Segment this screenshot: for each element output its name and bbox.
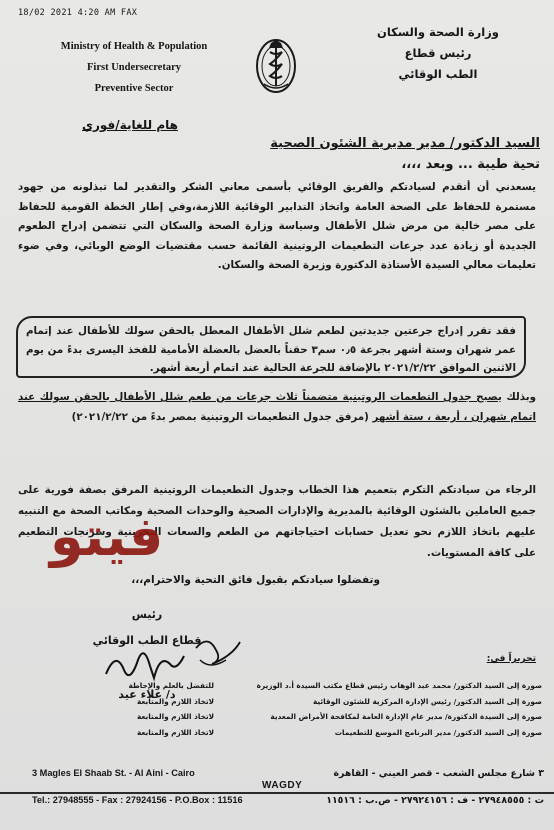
sector-en: Preventive Sector (94, 83, 174, 94)
body-paragraph-3 (18, 387, 536, 427)
ministry-name-en: Ministry of Health & Population (60, 41, 208, 52)
body-paragraph-1: يسعدني أن أتقدم لسيادتكم والفريق الوقائي بأسمى معاني الشكر والتقدير لما تبذلونه من جهود مستمرة للحفاظ على الصحة العامة واتخاذ التدابير الوقائية اللازمة،وفي إطار الخطة القومية للحفاظ على مصر خالية من مرض شلل الأطفال وسياسة وزارة الصحة والسكان التي تتضمن إدراج الطعوم الجديدة أو زيادة عدد جرعات التطعيمات الروتينية القائمة حسب مقتضيات الوضع الوبائي، وفي ضوء تعليمات معالي السيدة الأستاذة الدكتورة وزيرة الصحة والسكان. (18, 181, 536, 271)
paragraph-3-underlined: يصبح جدول التطعمات الروتينية متضمناً ثلاث جرعات من طعم شلل الأطفال بالحقن سولك عند اتمام شهران ، أربعة ، ستة أشهر (18, 391, 536, 423)
urgent-label: هام للغاية/فوري (82, 118, 178, 132)
signer-name: د/ علاء عيد (118, 688, 176, 701)
paragraph-3-lead: وبذلك (501, 391, 536, 403)
cc-row (122, 725, 542, 741)
signer-department: قطاع الطب الوقائي (92, 634, 202, 647)
cc-recipient: صورة إلى السيدة الدكتورة/ مدير عام الإدارة العامة لمكافحة الأمراض المعدية (270, 712, 542, 722)
footer-contact-ar: ت : ٢٧٩٤٨٥٥٥ - ف : ٢٧٩٢٤١٥٦ - ص.ب : ١١٥١٦ (326, 795, 544, 806)
cc-purpose: لاتخاذ اللازم والمتابعة (137, 712, 214, 722)
cc-row (122, 694, 542, 710)
header-ar (338, 22, 538, 85)
addressee: السيد الدكتور/ مدير مديرية الشئون الصحية (270, 136, 540, 151)
footer-en (32, 763, 243, 811)
ministry-name-ar: وزارة الصحة والسكان (377, 25, 499, 39)
fax-header: 18/02 2021 4:20 AM FAX (18, 8, 138, 18)
cc-purpose: للتفضل بالعلم والإحاطة (128, 681, 214, 691)
cc-recipient: صورة إلى السيد الدكتور/ رئيس الإدارة المركزية للشئون الوقائية (312, 696, 542, 706)
cc-list (122, 678, 542, 740)
body-paragraph-4: الرجاء من سيادتكم التكرم بتعميم هذا الخطاب وجدول التطعيمات الروتينية المرفق بصفة فورية على جميع العاملين بالشئون الوقائية بالمديرية والإدارات الصحية والوحدات الصحية ومكاتب الصحة مع التنبيه عليهم باتخاذ اللازم نحو تعديل حسابات احتياجاتهم من الطعم والسعات التخزينية وسرنجات التطعيم على كافة المستويات. (18, 484, 536, 559)
footer-mark: WAGDY (262, 780, 303, 791)
boxed-decision-paragraph: فقد تقرر إدراج جرعتين جديدتين لطعم شلل الأطفال المعطل بالحقن سولك للأطفال عند إتمام عمر شهران وستة أشهر بجرعة ٠٫٥ سم٣ حقناً بالعضل بالعضلة الأمامية للفخذ اليسرى بدءً من يوم الاثنين الموافق ٢٠٢١/٢/٢٢ بالإضافة للجرعة الحالية عند اتمام أربعة أشهر. (16, 316, 526, 378)
sector-name-ar: الطب الوقائي (398, 67, 478, 81)
cc-recipient: صورة إلى السيد الدكتور/ محمد عبد الوهاب رئيس قطاع مكتب السيدة أ.د الوزيرة (256, 681, 542, 691)
cc-purpose: لاتخاذ اللازم والمتابعة (137, 696, 214, 706)
paragraph-3-tail: (مرفق جدول التطعيمات الروتينية بمصر بدءً من ٢٠٢١/٢/٢٢) (71, 411, 373, 423)
undersecretary-en: First Undersecretary (87, 62, 181, 73)
watermark-logo: فيتو (50, 505, 164, 568)
footer-contact-en: Tel.: 27948555 - Fax : 27924156 - P.O.Box : 11516 (32, 795, 243, 805)
footer-ar (326, 763, 544, 811)
sector-head-ar: رئيس قطاع (404, 46, 472, 60)
closing-line: وتفضلوا سيادتكم بقبول فائق التحية والاحترام،،، (131, 574, 380, 586)
greeting: تحية طيبة ... وبعد ،،،، (401, 157, 540, 172)
cc-title: تحريراً في: (486, 654, 536, 664)
header-en (34, 36, 234, 99)
cc-row (122, 678, 542, 694)
cc-row (122, 709, 542, 725)
cc-purpose: لاتخاذ اللازم والمتابعة (137, 727, 214, 737)
signer-title: رئيس (131, 608, 163, 621)
footer-address-ar: ٣ شارع مجلس الشعب - قصر العيني - القاهرة (333, 768, 544, 779)
ministry-emblem-icon (254, 34, 298, 96)
footer-address-en: 3 Magles El Shaab St. - Al Aini - Cairo (32, 768, 195, 778)
cc-recipient: صورة إلى السيد الدكتور/ مدير البرنامج الموسع للتطعيمات (334, 727, 542, 737)
salutation (270, 133, 540, 175)
